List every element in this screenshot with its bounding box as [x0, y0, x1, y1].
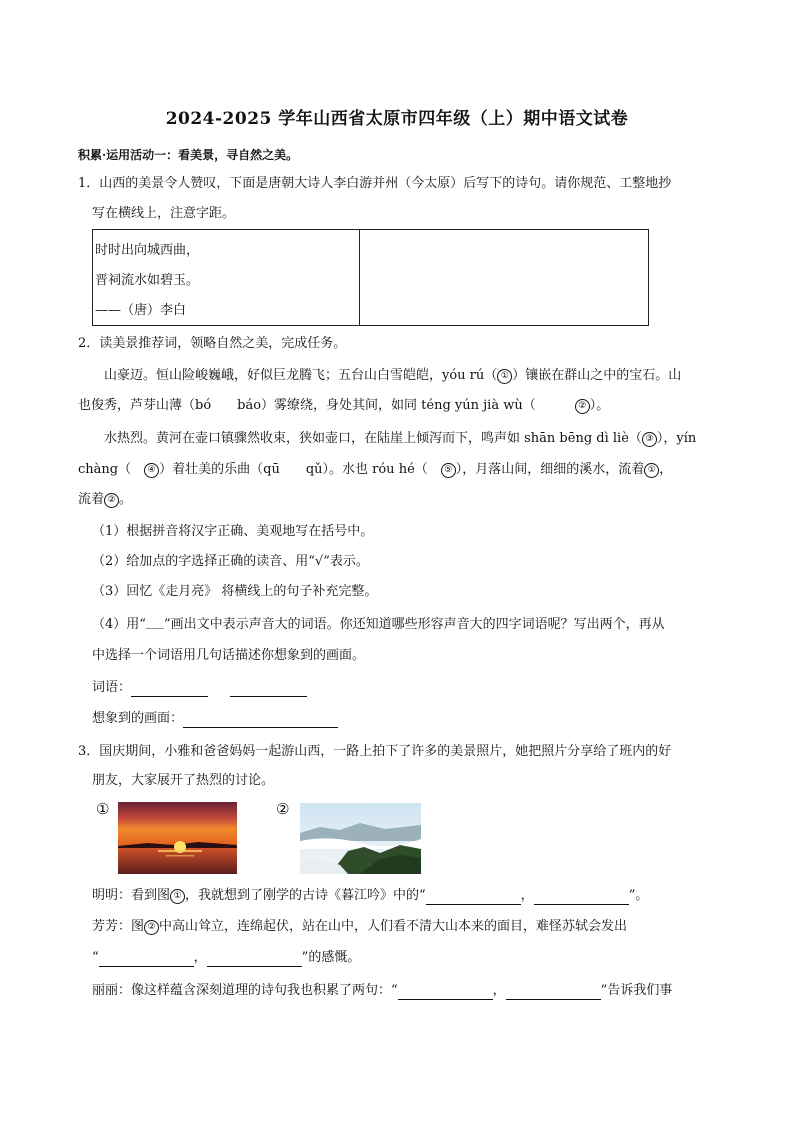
q1-line1: 1．山西的美景令人赞叹，下面是唐朝大诗人李白游并州（今太原）后写下的诗句。请你规范、工整地抄 [78, 176, 672, 191]
circle-number: ② [104, 493, 119, 508]
page-title: 2024-2025 学年山西省太原市四年级（上）期中语文试卷 [165, 109, 629, 129]
sunset-photo [118, 802, 237, 874]
section-heading: 积累·运用活动一：看美景，寻自然之美。 [78, 148, 299, 162]
circle-number: ③ [642, 432, 657, 447]
word-blank-2[interactable] [230, 682, 307, 697]
q2-para2-line2: chàng（ ④ ）着壮美的乐曲（qū qǔ）。水也 róu hé（ ⑤ ），月落山间，细细的溪水，流着 ① ， [78, 462, 673, 477]
photo1-label: ① [96, 800, 110, 818]
poem-blank-1[interactable] [426, 890, 521, 905]
scene-row: 想象到的画面： [92, 710, 338, 728]
poem-blank-6[interactable] [506, 985, 601, 1000]
mingming-line: 明明：看到图 ① ，我就想到了刚学的古诗《暮江吟》中的“ ， ”。 [92, 888, 649, 903]
q2-task2: （2）给加点的字选择正确的读音、用“√”表示。 [92, 554, 369, 569]
poem-blank-2[interactable] [534, 890, 629, 905]
circle-number: ⑤ [441, 463, 456, 478]
fangfang-line2: “ ， ”的感慨。 [92, 950, 361, 965]
mountain-photo [300, 803, 421, 874]
q1-line2: 写在横线上，注意字距。 [92, 206, 236, 221]
poem-line: 时时出向城西曲， [95, 243, 200, 258]
poem-blank-3[interactable] [99, 952, 194, 967]
poem-line: 晋祠流水如碧玉。 [95, 273, 200, 288]
circle-number: ② [144, 920, 159, 935]
q2-task3: （3）回忆《走月亮》 将横线上的句子补充完整。 [92, 584, 378, 599]
circle-number: ① [644, 463, 659, 478]
word-blank-1[interactable] [131, 682, 208, 697]
fangfang-line1: 芳芳：图 ② 中高山耸立，连绵起伏，站在山中，人们看不清大山本来的面目，难怪苏轼会发出 [92, 919, 628, 934]
poem-blank-4[interactable] [207, 952, 302, 967]
scene-blank[interactable] [183, 713, 338, 728]
q2-task4-cont: 中选择一个词语用几句话描述你想象到的画面。 [92, 648, 366, 663]
q2-para1-line2: 也俊秀，芦芽山薄（bó báo）雾缭绕，身处其间，如同 téng yún jià wù（ ② ）。 [78, 398, 610, 413]
q2-intro: 2．读美景推荐词，领略自然之美，完成任务。 [78, 336, 347, 351]
q3-line1: 3．国庆期间，小雅和爸爸妈妈一起游山西，一路上拍下了许多的美景照片，她把照片分享给了班内的好 [78, 744, 672, 759]
words-row: 词语： [92, 679, 307, 697]
poem-blank-5[interactable] [398, 985, 493, 1000]
lili-line: 丽丽：像这样蕴含深刻道理的诗句我也积累了两句：“ ， ”告诉我们事 [92, 983, 673, 998]
q2-task4: （4）用“﹏﹏”画出文中表示声音大的词语。你还知道哪些形容声音大的四字词语呢？写出两个，再从 [92, 617, 665, 632]
photo2-label: ② [276, 800, 290, 818]
circle-number: ① [170, 889, 185, 904]
q2-para1-line1: 山豪迈。恒山险峻巍峨，好似巨龙腾飞；五台山白雪皑皑，yóu rú（ ① ）镶嵌在群山之中的宝石。山 [104, 368, 682, 383]
q2-task1: （1）根据拼音将汉字正确、美观地写在括号中。 [92, 524, 374, 539]
poem-author: ——（唐）李白 [95, 303, 187, 318]
copy-answer-cell[interactable] [360, 230, 649, 326]
q2-para2-line1: 水热烈。黄河在壶口镇骤然收束，狭如壶口，在陆崖上倾泻而下，鸣声如 shān bēng dì liè（ ③ ），yín [104, 431, 697, 446]
circle-number: ② [575, 399, 590, 414]
circle-number: ④ [144, 463, 159, 478]
q3-line2: 朋友，大家展开了热烈的讨论。 [92, 773, 275, 788]
q2-para2-line3: 流着 ② 。 [78, 492, 133, 507]
circle-number: ① [497, 369, 512, 384]
